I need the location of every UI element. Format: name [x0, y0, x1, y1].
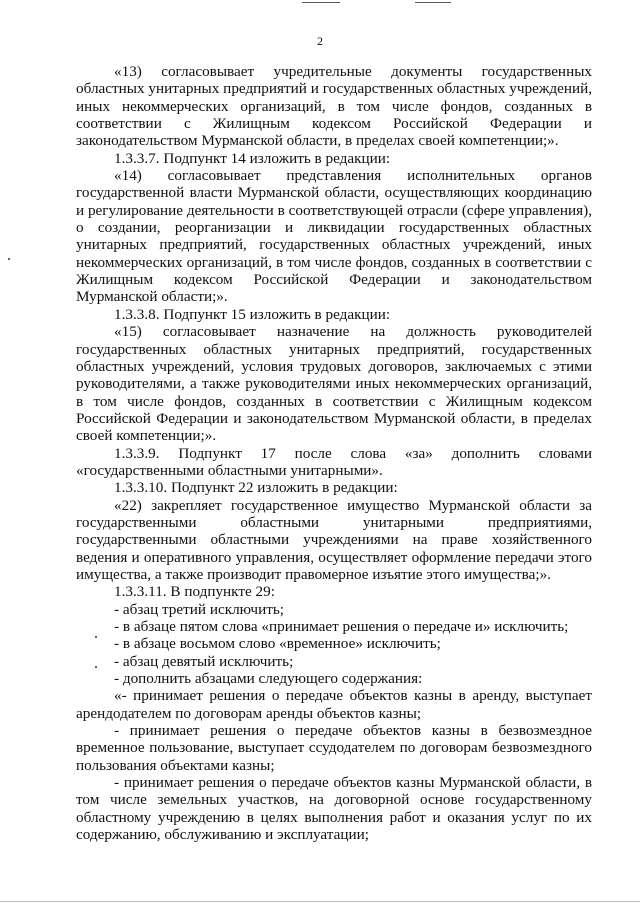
page-number: 2 [317, 34, 323, 48]
document-body [76, 63, 592, 843]
scan-edge-mark-right [415, 2, 451, 3]
paragraph: - абзац девятый исключить; [114, 652, 294, 670]
paragraph: «15) согласовывает назначение на должность руководителей государственных областных унитарных предприятий, государственных областных учреждений, условия трудовых договоров, заключаемых с этими руководителями, а также руководителями иных некоммерческих организаций, в том числе фондов, созданных в соответствии с Жилищным кодексом Российской Федерации и законодательством Мурманской области, в пределах своей компетенции;». [76, 323, 592, 445]
paragraph: 1.3.3.10. Подпункт 22 изложить в редакции: [114, 479, 398, 497]
scan-dot [8, 258, 10, 260]
paragraph: - в абзаце восьмом слово «временное» исключить; [114, 635, 441, 653]
paragraph: - абзац третий исключить; [114, 600, 284, 618]
paragraph: «22) закрепляет государственное имущество Мурманской области за государственными областными унитарными предприятиями, государственными областными учреждениями на праве хозяйственного ведения и оперативного управления, осуществляет оформление передачи этого имущества, а также производит правомерное изъятие этого имущества;». [76, 496, 592, 583]
scan-dot [95, 666, 97, 668]
paragraph: «13) согласовывает учредительные документы государственных областных унитарных предприятий и государственных областных учреждений, иных некоммерческих организаций, в том числе фондов, созданных в соответствии с Жилищным кодексом Российской Федерации и законодательством Мурманской области, в пределах своей компетенции;». [76, 63, 592, 150]
paragraph: - в абзаце пятом слова «принимает решения о передаче и» исключить; [114, 618, 569, 635]
paragraph: 1.3.3.9. Подпункт 17 после слова «за» дополнить словами «государственными областными унитарными». [76, 444, 592, 479]
paragraph: 1.3.3.11. В подпункте 29: [114, 583, 275, 601]
paragraph: 1.3.3.8. Подпункт 15 изложить в редакции: [114, 305, 391, 323]
paragraph: - принимает решения о передаче объектов казны Мурманской области, в том числе земельных участков, на договорной основе государственному областному учреждению в целях выполнения работ и оказания услуг по их содержанию, обслуживанию и эксплуатации; [76, 774, 592, 844]
scan-edge-mark-left [302, 2, 340, 3]
paragraph: - дополнить абзацами следующего содержания: [114, 670, 423, 688]
paragraph: «- принимает решения о передаче объектов казны в аренду, выступает арендодателем по договорам аренды объектов казны; [76, 687, 592, 722]
paragraph: «14) согласовывает представления исполнительных органов государственной власти Мурманской области, осуществляющих координацию и регулирование деятельности в соответствующей отрасли (сфере управления), о создании, реорганизации и ликвидации государственных областных унитарных предприятий, государственных областных учреждений, иных некоммерческих организаций, в том числе фондов, созданных в соответствии с Жилищным кодексом Российской Федерации и законодательством Мурманской области;». [76, 167, 592, 306]
scan-bottom-line [0, 901, 640, 902]
paragraph: - принимает решения о передаче объектов казны в безвозмездное временное пользование, выступает ссудодателем по договорам безвозмездного пользования объектами казны; [76, 722, 592, 774]
paragraph: 1.3.3.7. Подпункт 14 изложить в редакции: [114, 149, 391, 167]
scan-dot [95, 636, 97, 638]
